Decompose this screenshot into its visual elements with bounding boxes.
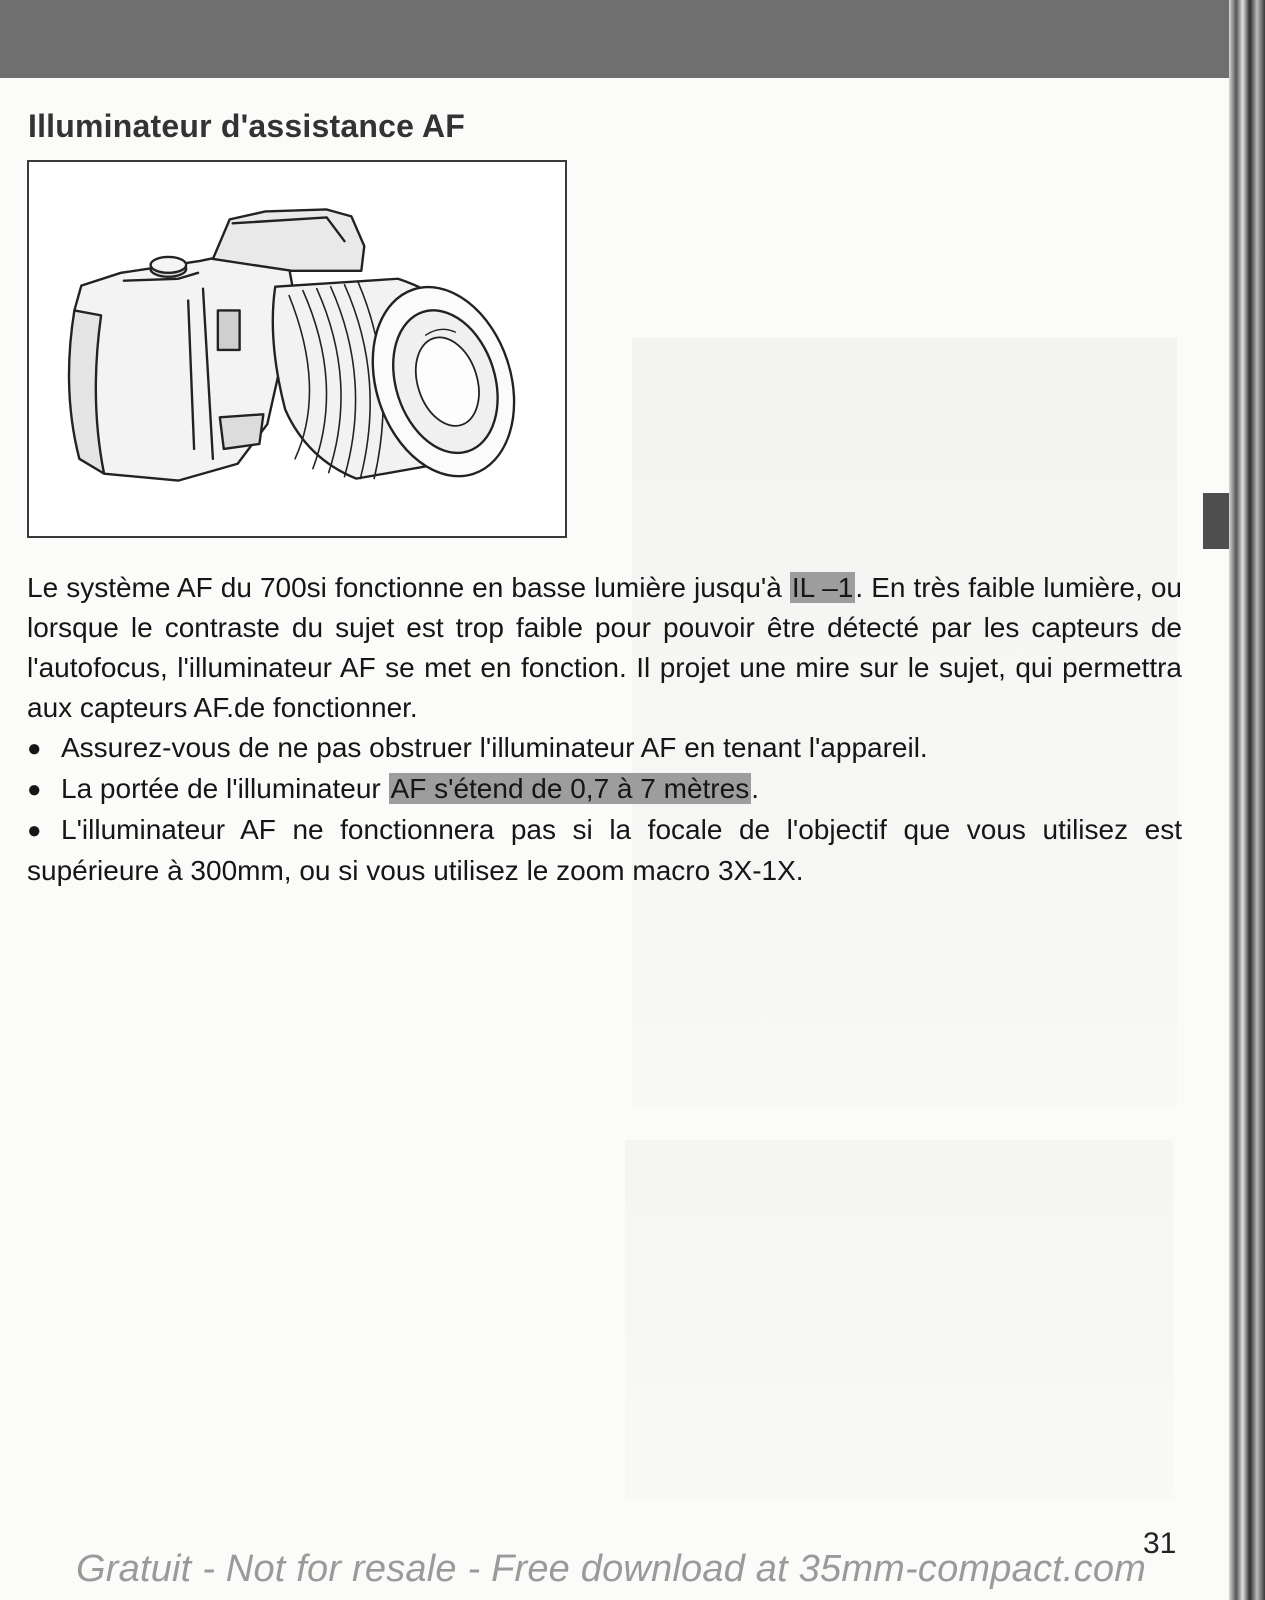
bullet-dot-icon: ●: [27, 817, 42, 844]
bullet-text: L'illuminateur AF ne fonctionnera pas si la focale de l'objectif que vous utilisez est supérieure à 300mm, ou si vous utilisez le zoom macro 3X-1X.: [27, 814, 1182, 886]
highlight-range: AF s'étend de 0,7 à 7 mètres: [390, 773, 750, 804]
bullet-dot-icon: ●: [27, 735, 42, 762]
section-tab: [1203, 493, 1229, 549]
camera-illustration-frame: [27, 160, 567, 538]
intro-text-after: . En très faible lumière, ou lorsque le contraste du sujet est trop faible pour pouvoir être détecté par les capteurs de l'autofocus, l'illuminateur AF se met en fonction. Il projet une mire sur le sujet, qui permettra aux capteurs AF.de fonctionner.: [27, 572, 1182, 723]
bullet-list: [27, 728, 1182, 891]
page-number: 31: [1143, 1527, 1177, 1560]
page-title: Illuminateur d'assistance AF: [28, 108, 466, 144]
bullet-text-after: .: [751, 773, 759, 804]
highlight-il: IL –1: [791, 572, 854, 603]
list-item: [27, 728, 1182, 769]
camera-illustration: [29, 162, 565, 536]
intro-text-before: Le système AF du 700si fonctionne en basse lumière jusqu'à: [27, 572, 790, 603]
book-binding: [1229, 0, 1265, 1600]
bullet-text-before: La portée de l'illuminateur: [61, 773, 389, 804]
af-illuminator-window: [218, 310, 240, 350]
body-text: [27, 568, 1182, 891]
show-through-figure-lower: [625, 1140, 1173, 1500]
watermark: Gratuit - Not for resale - Free download at 35mm-compact.com: [76, 1548, 1147, 1590]
list-item: [27, 810, 1182, 891]
top-band: [0, 0, 1232, 78]
camera-body: [69, 253, 295, 481]
list-item: [27, 769, 1182, 810]
bullet-dot-icon: ●: [27, 776, 42, 803]
intro-paragraph: [27, 568, 1182, 728]
bullet-text: Assurez-vous de ne pas obstruer l'illuminateur AF en tenant l'appareil.: [61, 732, 928, 763]
